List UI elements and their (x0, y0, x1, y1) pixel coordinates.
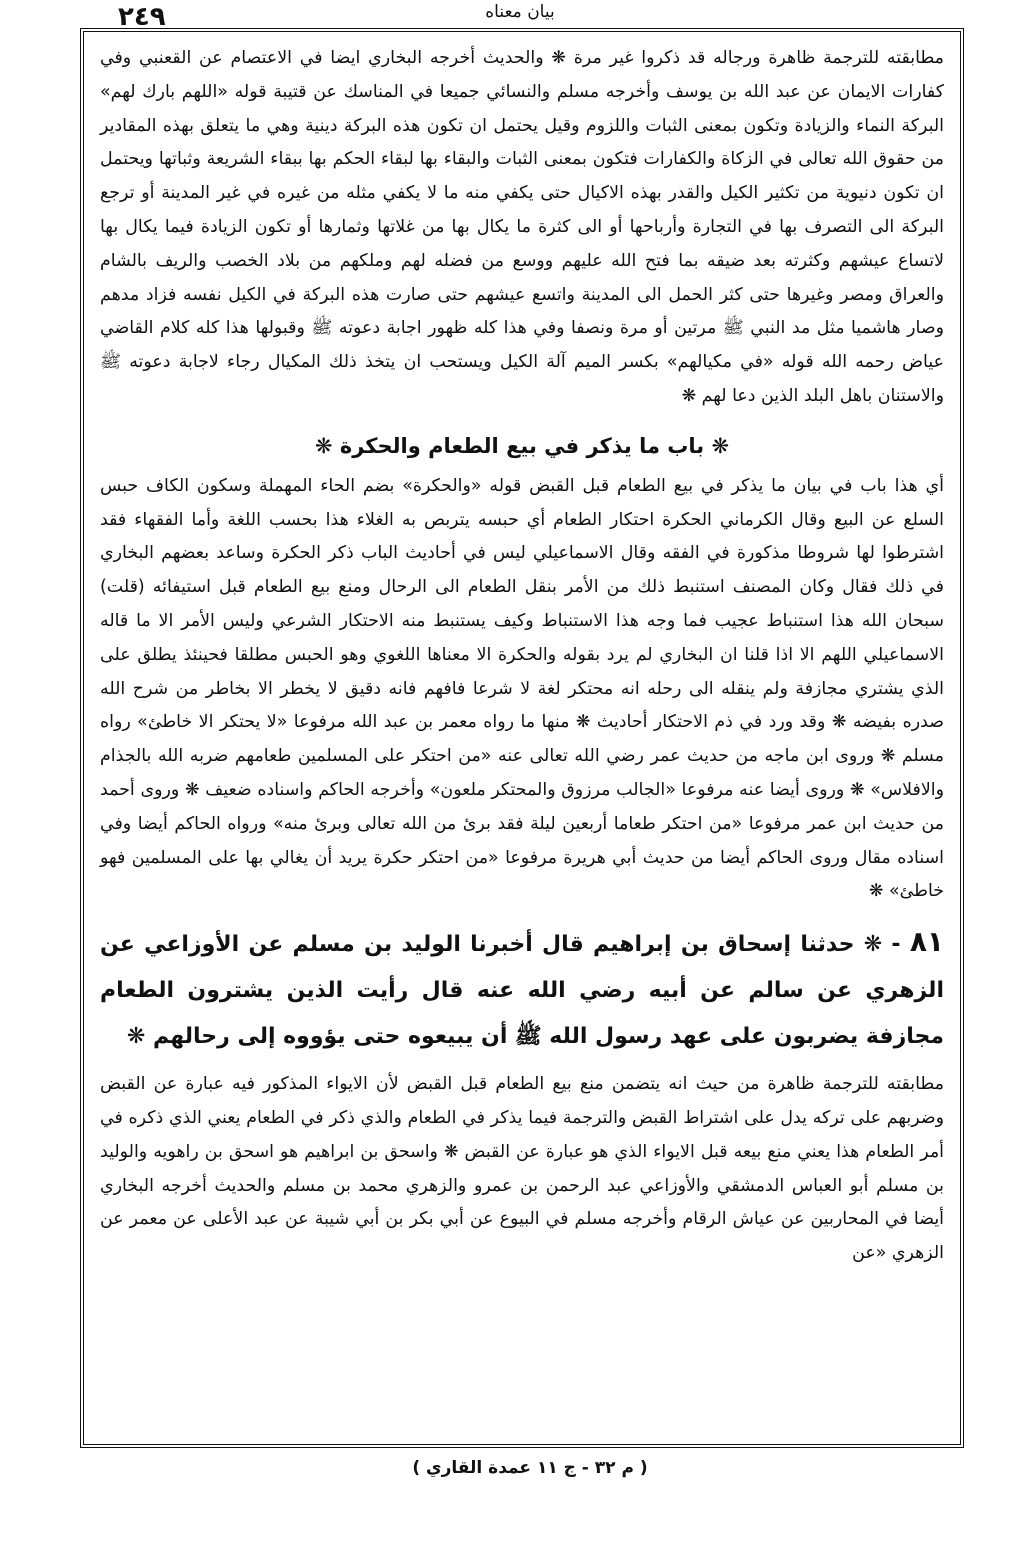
commentary-paragraph-1: مطابقته للترجمة ظاهرة ورجاله قد ذكروا غير مرة ❋ والحديث أخرجه البخاري ايضا في الاعتصام عن القعنبي وفي كفارات الايمان عن عبد الله بن يوسف وأخرجه مسلم والنسائي جميعا في المناسك عن قتيبة قوله «اللهم بارك لهم» البركة النماء والزيادة وتكون بمعنى الثبات واللزوم وقيل يحتمل ان تكون هذه البركة دينية وهي ما يتعلق بهذه المقادير من حقوق الله تعالى في الزكاة والكفارات فتكون بمعنى الثبات والبقاء بها لبقاء الحكم بها ببقاء الشريعة وثباتها ويحتمل ان تكون دنيوية من تكثير الكيل والقدر بهذه الاكيال حتى يكفي منه ما لا يكفي مثله من غيره في غير المدينة أو ترجع البركة الى التصرف بها في التجارة وأرباحها أو الى كثرة ما يكال بها من غلاتها وثمارها أو تكون الزيادة فيما يكال بها لاتساع عيشهم وكثرته بعد ضيقه بما فتح الله عليهم ووسع من فضله لهم وملكهم من بلاد الخصب والريف بالشام والعراق ومصر وغيرها حتى كثر الحمل الى المدينة واتسع عيشهم حتى صارت هذه البركة في الكيل نفسه فزاد مدهم وصار هاشميا مثل مد النبي ﷺ مرتين أو مرة ونصفا وفي هذا كله ظهور اجابة دعوته ﷺ وقبولها هذا كله كلام القاضي عياض رحمه الله قوله «في مكيالهم» بكسر الميم آلة الكيل ويستحب ان يتخذ ذلك المكيال رجاء لاجابة دعوته ﷺ والاستنان باهل البلد الذين دعا لهم ❋ (100, 48, 944, 406)
hadith-text: ❋ حدثنا إسحاق بن إبراهيم قال أخبرنا الوليد بن مسلم عن الأوزاعي عن الزهري عن سالم عن أبيه رضي الله عنه قال رأيت الذين يشترون الطعام مجازفة يضربون على عهد رسول الله ﷺ أن يبيعوه حتى يؤووه إلى رحالهم ❋ (100, 932, 944, 1050)
commentary-paragraph-2: أي هذا باب في بيان ما يذكر في بيع الطعام قبل القبض قوله «والحكرة» بضم الحاء المهملة وسكون الكاف حبس السلع عن البيع وقال الكرماني الحكرة احتكار الطعام أي حبسه يتربص به الغلاء هذا بحسب اللغة وأما الفقهاء فقد اشترطوا لها شروطا مذكورة في الفقه وقال الاسماعيلي ليس في أحاديث الباب ذكر الحكرة وساعد بعضهم البخاري في ذلك فقال وكان المصنف استنبط ذلك من الأمر بنقل الطعام الى الرحال ومنع بيع الطعام قبل استيفائه (قلت) سبحان الله هذا استنباط عجيب فما وجه هذا الاستنباط وكيف يستنبط منه الاحتكار الشرعي وليس الأمر الا ما قاله الاسماعيلي اللهم الا اذا قلنا ان البخاري لم يرد بقوله والحكرة الا معناها اللغوي وهو الحبس مطلقا فحينئذ يطلق على الذي يشتري مجازفة ولم ينقله الى رحله انه محتكر لغة لا شرعا فافهم فانه دقيق لا يخطر الا بخاطر من شرح الله صدره بفيضه ❋ وقد ورد في ذم الاحتكار أحاديث ❋ منها ما رواه معمر بن عبد الله مرفوعا «لا يحتكر الا خاطئ» رواه مسلم ❋ وروى ابن ماجه من حديث عمر رضي الله تعالى عنه «من احتكر على المسلمين طعامهم ضربه الله بالجذام والافلاس» ❋ وروى أيضا عنه مرفوعا «الجالب مرزوق والمحتكر ملعون» وأخرجه الحاكم واسناده ضعيف ❋ وروى أحمد من حديث ابن عمر مرفوعا «من احتكر طعاما أربعين ليلة فقد برئ من الله تعالى وبرئ منه» ورواه الحاكم أيضا وفي اسناده مقال وروى الحاكم أيضا من حديث أبي هريرة مرفوعا «من احتكر حكرة يريد أن يغالي بها على المسلمين فهو خاطئ» ❋ (100, 475, 944, 902)
page-number: ٢٤٩ (118, 2, 166, 32)
page-footer: ( م ٣٢ - ج ١١ عمدة القاري ) (412, 1458, 648, 1478)
hadith-separator: - (882, 932, 901, 958)
hadith-number: ٨١ (909, 925, 944, 959)
running-head: بيان معناه (485, 2, 555, 22)
commentary-paragraph-3: مطابقته للترجمة ظاهرة من حيث انه يتضمن منع بيع الطعام قبل القبض لأن الايواء المذكور فيه عبارة عن القبض وضربهم على تركه يدل على اشتراط القبض والترجمة فيما يذكر في الطعام والذي ذكر في الطعام يعني الذي ذكره في أمر الطعام هذا يعني منع بيعه قبل الايواء الذي هو عبارة عن القبض ❋ واسحق بن ابراهيم هو اسحق بن راهويه والوليد بن مسلم أبو العباس الدمشقي والأوزاعي عبد الرحمن بن عمرو والزهري محمد بن مسلم والحديث أخرجه البخاري أيضا في المحاربين عن عياش الرقام وأخرجه مسلم في البيوع عن أبي بكر بن أبي شيبة عن عبد الأعلى عن معمر عن الزهري «عن (100, 1074, 944, 1264)
page-frame (80, 28, 964, 1448)
chapter-heading: ❋ باب ما يذكر في بيع الطعام والحكرة ❋ (314, 433, 730, 458)
hadith-block (100, 919, 944, 1060)
